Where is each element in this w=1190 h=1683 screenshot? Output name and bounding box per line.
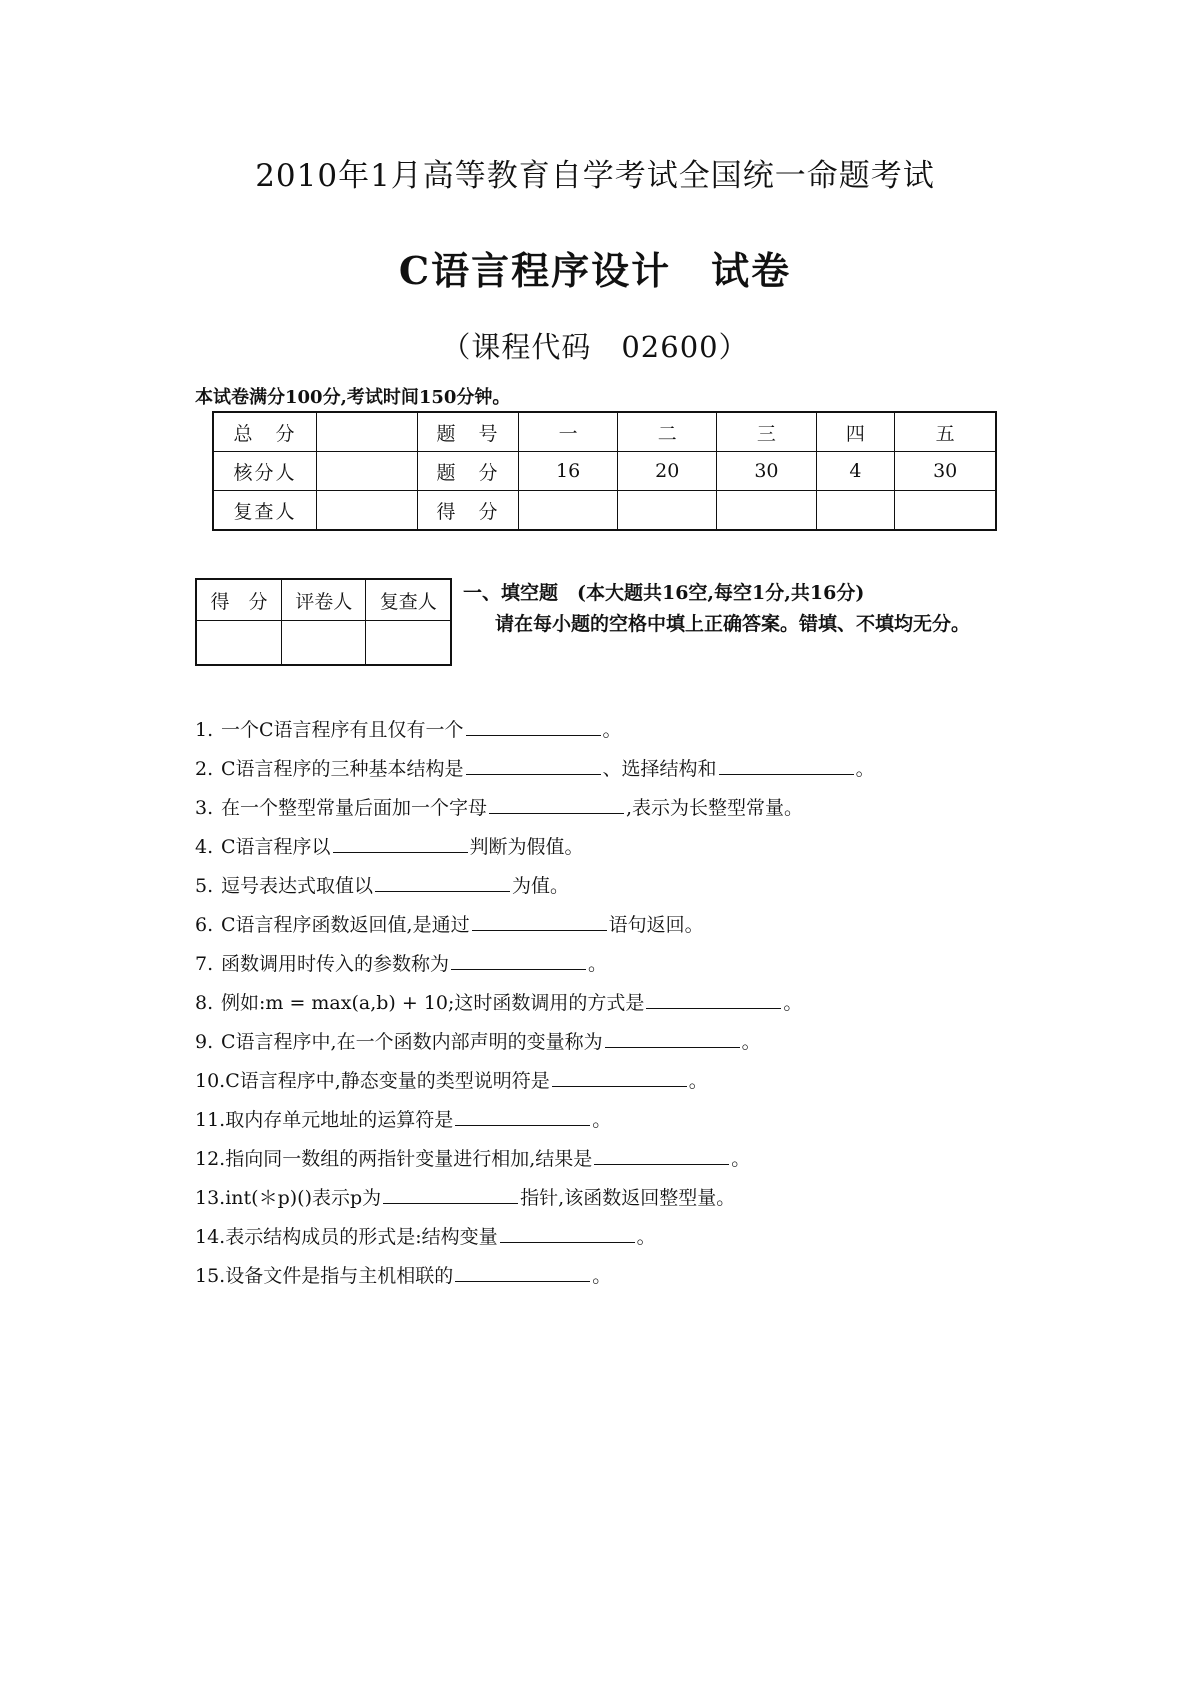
score-row-earned <box>213 491 996 531</box>
question-item <box>195 988 1015 1027</box>
answer-blank[interactable] <box>719 754 854 775</box>
question-number: 13. <box>195 1187 226 1209</box>
answer-blank[interactable] <box>383 1183 518 1204</box>
question-text: C语言程序中,在一个函数内部声明的变量称为 <box>221 1031 603 1053</box>
answer-blank[interactable] <box>552 1066 687 1087</box>
question-number: 14. <box>195 1226 226 1248</box>
grader-score-value <box>196 621 281 666</box>
grader-body-row <box>196 621 451 666</box>
points-cell: 30 <box>895 452 996 491</box>
points-cell: 20 <box>618 452 717 491</box>
question-text: 取内存单元地址的运算符是 <box>225 1109 454 1131</box>
grader-name-label: 评卷人 <box>281 579 366 621</box>
score-row-numbers <box>213 412 996 452</box>
question-text: 语句返回。 <box>608 914 704 936</box>
earned-cell <box>895 491 996 531</box>
question-number: 5. <box>195 875 214 897</box>
question-number-label: 题 号 <box>418 412 519 452</box>
answer-blank[interactable] <box>455 1105 590 1126</box>
question-item <box>195 1066 1015 1105</box>
question-number: 3. <box>195 797 214 819</box>
question-number: 12. <box>195 1148 226 1170</box>
answer-blank[interactable] <box>333 832 468 853</box>
question-text: 为值。 <box>512 875 570 897</box>
answer-blank[interactable] <box>466 754 601 775</box>
total-score-label: 总 分 <box>213 412 317 452</box>
points-label: 题 分 <box>418 452 519 491</box>
reviewer-label: 复查人 <box>213 491 317 531</box>
points-cell: 16 <box>519 452 618 491</box>
question-text: 。 <box>783 992 803 1014</box>
question-number: 15. <box>195 1265 226 1287</box>
points-cell: 4 <box>816 452 895 491</box>
question-text: 。 <box>592 1109 612 1131</box>
score-row-points <box>213 452 996 491</box>
question-text: C语言程序的三种基本结构是 <box>221 758 464 780</box>
question-text: C语言程序函数返回值,是通过 <box>221 914 470 936</box>
question-number: 8. <box>195 992 214 1014</box>
answer-blank[interactable] <box>646 988 781 1009</box>
score-table <box>212 411 997 531</box>
question-item <box>195 1027 1015 1066</box>
exam-note: 本试卷满分100分,考试时间150分钟。 <box>195 387 511 408</box>
grader-reviewer-label: 复查人 <box>366 579 451 621</box>
question-item <box>195 715 1015 754</box>
reviewer-value <box>317 491 418 531</box>
question-text: 逗号表达式取值以 <box>221 875 374 897</box>
question-text: 设备文件是指与主机相联的 <box>225 1265 454 1287</box>
question-text: 。 <box>855 758 875 780</box>
question-item <box>195 832 1015 871</box>
question-item <box>195 793 1015 832</box>
question-item <box>195 754 1015 793</box>
question-item <box>195 1183 1015 1222</box>
question-text: 一个C语言程序有且仅有一个 <box>221 719 464 741</box>
verifier-label: 核分人 <box>213 452 317 491</box>
question-text: 在一个整型常量后面加一个字母 <box>221 797 488 819</box>
question-text: 。 <box>741 1031 761 1053</box>
question-number-cell: 二 <box>618 412 717 452</box>
grader-table <box>195 578 452 666</box>
question-text: 表示结构成员的形式是:结构变量 <box>225 1226 498 1248</box>
question-text: 、选择结构和 <box>602 758 717 780</box>
grader-reviewer-value <box>366 621 451 666</box>
question-number: 1. <box>195 719 214 741</box>
question-item <box>195 1222 1015 1261</box>
question-number-cell: 四 <box>816 412 895 452</box>
points-cell: 30 <box>717 452 816 491</box>
question-number-cell: 一 <box>519 412 618 452</box>
grader-name-value <box>281 621 366 666</box>
grader-header-row <box>196 579 451 621</box>
answer-blank[interactable] <box>594 1144 729 1165</box>
question-text: C语言程序中,静态变量的类型说明符是 <box>225 1070 550 1092</box>
question-item <box>195 871 1015 910</box>
section-title: 一、填空题 (本大题共16空,每空1分,共16分) <box>463 582 865 604</box>
question-text: ,表示为长整型常量。 <box>626 797 804 819</box>
question-number: 10. <box>195 1070 226 1092</box>
question-list <box>195 715 1015 1300</box>
earned-cell <box>519 491 618 531</box>
question-text: 。 <box>688 1070 708 1092</box>
answer-blank[interactable] <box>455 1261 590 1282</box>
earned-label: 得 分 <box>418 491 519 531</box>
earned-cell <box>816 491 895 531</box>
question-number: 4. <box>195 836 214 858</box>
question-text: 。 <box>602 719 622 741</box>
exam-title: C语言程序设计 试卷 <box>398 248 792 293</box>
question-text: 。 <box>636 1226 656 1248</box>
exam-header: 2010年1月高等教育自学考试全国统一命题考试 <box>255 158 935 194</box>
answer-blank[interactable] <box>451 949 586 970</box>
earned-cell <box>717 491 816 531</box>
question-text: C语言程序以 <box>221 836 331 858</box>
section-instruction: 请在每小题的空格中填上正确答案。错填、不填均无分。 <box>495 613 971 635</box>
question-number: 11. <box>195 1109 226 1131</box>
course-code: （课程代码 02600） <box>441 330 749 364</box>
question-text: 例如:m = max(a,b) + 10;这时函数调用的方式是 <box>221 992 645 1014</box>
question-text: 函数调用时传入的参数称为 <box>221 953 450 975</box>
question-text: 指向同一数组的两指针变量进行相加,结果是 <box>225 1148 593 1170</box>
answer-blank[interactable] <box>375 871 510 892</box>
question-item <box>195 1144 1015 1183</box>
question-item <box>195 1261 1015 1300</box>
question-number: 2. <box>195 758 214 780</box>
total-score-value <box>317 412 418 452</box>
question-text: 判断为假值。 <box>469 836 584 858</box>
question-item <box>195 949 1015 988</box>
answer-blank[interactable] <box>500 1222 635 1243</box>
earned-cell <box>618 491 717 531</box>
question-number: 6. <box>195 914 214 936</box>
question-text: int(＊p)()表示p为 <box>225 1187 382 1209</box>
question-text: 指针,该函数返回整型量。 <box>520 1187 736 1209</box>
question-text: 。 <box>731 1148 751 1170</box>
question-item <box>195 910 1015 949</box>
answer-blank[interactable] <box>605 1027 740 1048</box>
answer-blank[interactable] <box>489 793 624 814</box>
question-text: 。 <box>592 1265 612 1287</box>
question-number: 7. <box>195 953 214 975</box>
question-text: 。 <box>588 953 608 975</box>
grader-score-label: 得 分 <box>196 579 281 621</box>
question-number-cell: 五 <box>895 412 996 452</box>
question-number: 9. <box>195 1031 214 1053</box>
verifier-value <box>317 452 418 491</box>
question-item <box>195 1105 1015 1144</box>
question-number-cell: 三 <box>717 412 816 452</box>
answer-blank[interactable] <box>472 910 607 931</box>
answer-blank[interactable] <box>466 715 601 736</box>
